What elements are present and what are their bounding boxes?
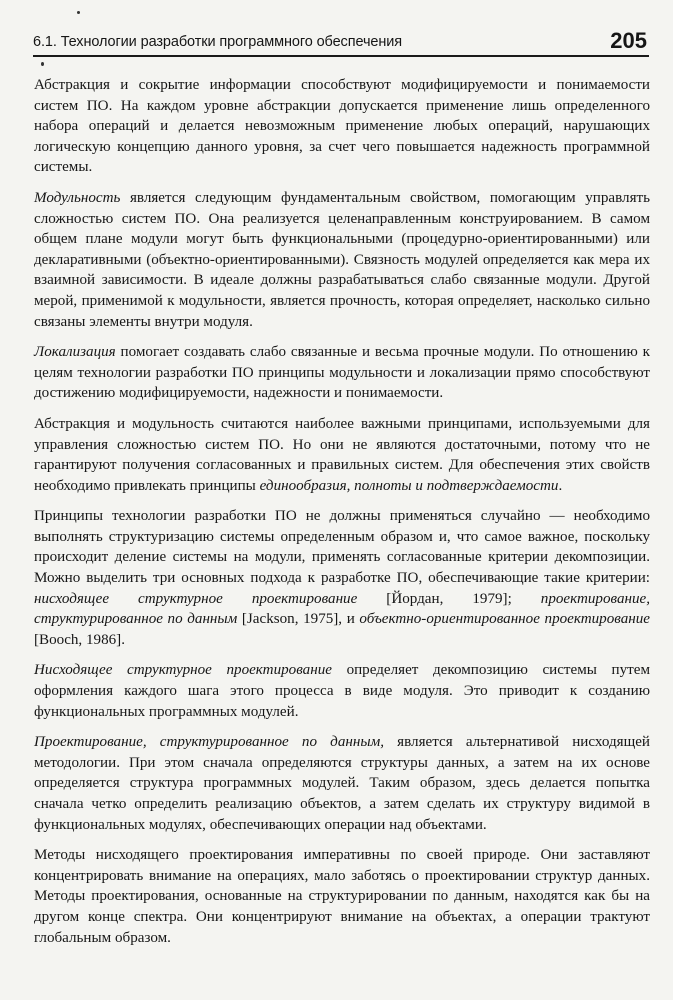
page-number: 205 bbox=[610, 28, 647, 53]
paragraph-methods: Методы нисходящего проектирования императивны по своей природе. Они заставляют концентрировать внимание на операциях, мало заботясь о проектировании структур данных. Методы проектирования, основанные на структурировании по данным, находятся как бы на другом конце спектра. Они концентрируют внимание на объектах, а операции трактуют глобальным образом. bbox=[34, 847, 650, 946]
running-head: 6.1. Технологии разработки программного обеспечения bbox=[33, 34, 403, 50]
scan-speck bbox=[41, 62, 44, 66]
paragraph-localization: Локализация помогает создавать слабо связанные и весьма прочные модули. По отношению к целям технологии разработки ПО принципы модульности и локализации прямо способствуют достижению модифицируемости, надежности и понимаемости. bbox=[34, 344, 650, 402]
paragraph-principles: Абстракция и модульность считаются наиболее важными принципами, используемыми для управления сложностью систем ПО. Но они не являются достаточными, потому что не гарантируют получения согласованных и правильных систем. Для обеспечения этих свойств необходимо привлекать принципы единообразия, полноты и подтверждаемости. bbox=[34, 415, 650, 494]
scan-speck bbox=[77, 11, 80, 14]
paragraph-abstraction: Абстракция и сокрытие информации способствуют модифицируемости и понимаемости систем ПО. На каждом уровне абстракции допускается применение лишь определенного набора операций и делается невозможным применение любых операций, нарушающих логическую концепцию данного уровня, за счет чего повышается надежность программной системы. bbox=[34, 77, 650, 176]
page-header bbox=[33, 28, 649, 57]
term-data-structured: проектирование, структурированное по данным bbox=[34, 590, 651, 628]
page-body bbox=[34, 75, 650, 958]
term-modularity: Модульность bbox=[34, 189, 121, 206]
paragraph-approaches: Принципы технологии разработки ПО не должны применяться случайно — необходимо выполнять структуризацию системы определенным образом и, что самое важное, поскольку происходит деление системы на модули, применять согласованные критерии декомпозиции. Можно выделить три основных подхода к разработке ПО, обеспечивающие такие критерии: нисходящее структурное проектирование [Йордан, 1979]; проектирование, структурированное по данным [Jackson, 1975], и объектно-ориентированное проектирование [Booch, 1986]. bbox=[34, 508, 651, 648]
term-top-down: нисходящее структурное проектирование bbox=[34, 590, 358, 607]
term-object-oriented: объектно-ориентированное проектирование bbox=[359, 611, 650, 628]
paragraph-data-structured: Проектирование, структурированное по данным, является альтернативой нисходящей методологии. При этом сначала определяются структуры данных, а затем на их основе определяется структура программных модулей. Таким образом, здесь делается попытка сначала четко определить реализацию объектов, а затем сделать их структуру видимой в функциональных модулях, обеспечивающих операции над объектами. bbox=[34, 734, 650, 833]
term-data-structured-design: Проектирование, структурированное по данным, bbox=[34, 734, 384, 751]
paragraph-modularity: Модульность является следующим фундаментальным свойством, помогающим управлять сложностью систем ПО. Она реализуется целенаправленным конструированием. В самом общем плане модули могут быть функциональными (процедурно-ориентированными) или декларативными (объектно-ориентированными). Связность модулей определяется как мера их взаимной зависимости. В идеале должны разрабатываться слабо связанные модули. Другой мерой, применимой к модульности, является прочность, которая определяет, насколько сильно связаны элементы внутри модуля. bbox=[34, 189, 650, 330]
term-top-down-design: Нисходящее структурное проектирование bbox=[34, 662, 332, 679]
paragraph-top-down: Нисходящее структурное проектирование определяет декомпозицию системы путем оформления каждого шага этого процесса в виде модуля. Это приводит к созданию функциональных программных модулей. bbox=[34, 662, 650, 720]
term-uniformity: единообразия, полноты и подтверждаемости bbox=[259, 477, 559, 494]
term-localization: Локализация bbox=[34, 344, 116, 361]
